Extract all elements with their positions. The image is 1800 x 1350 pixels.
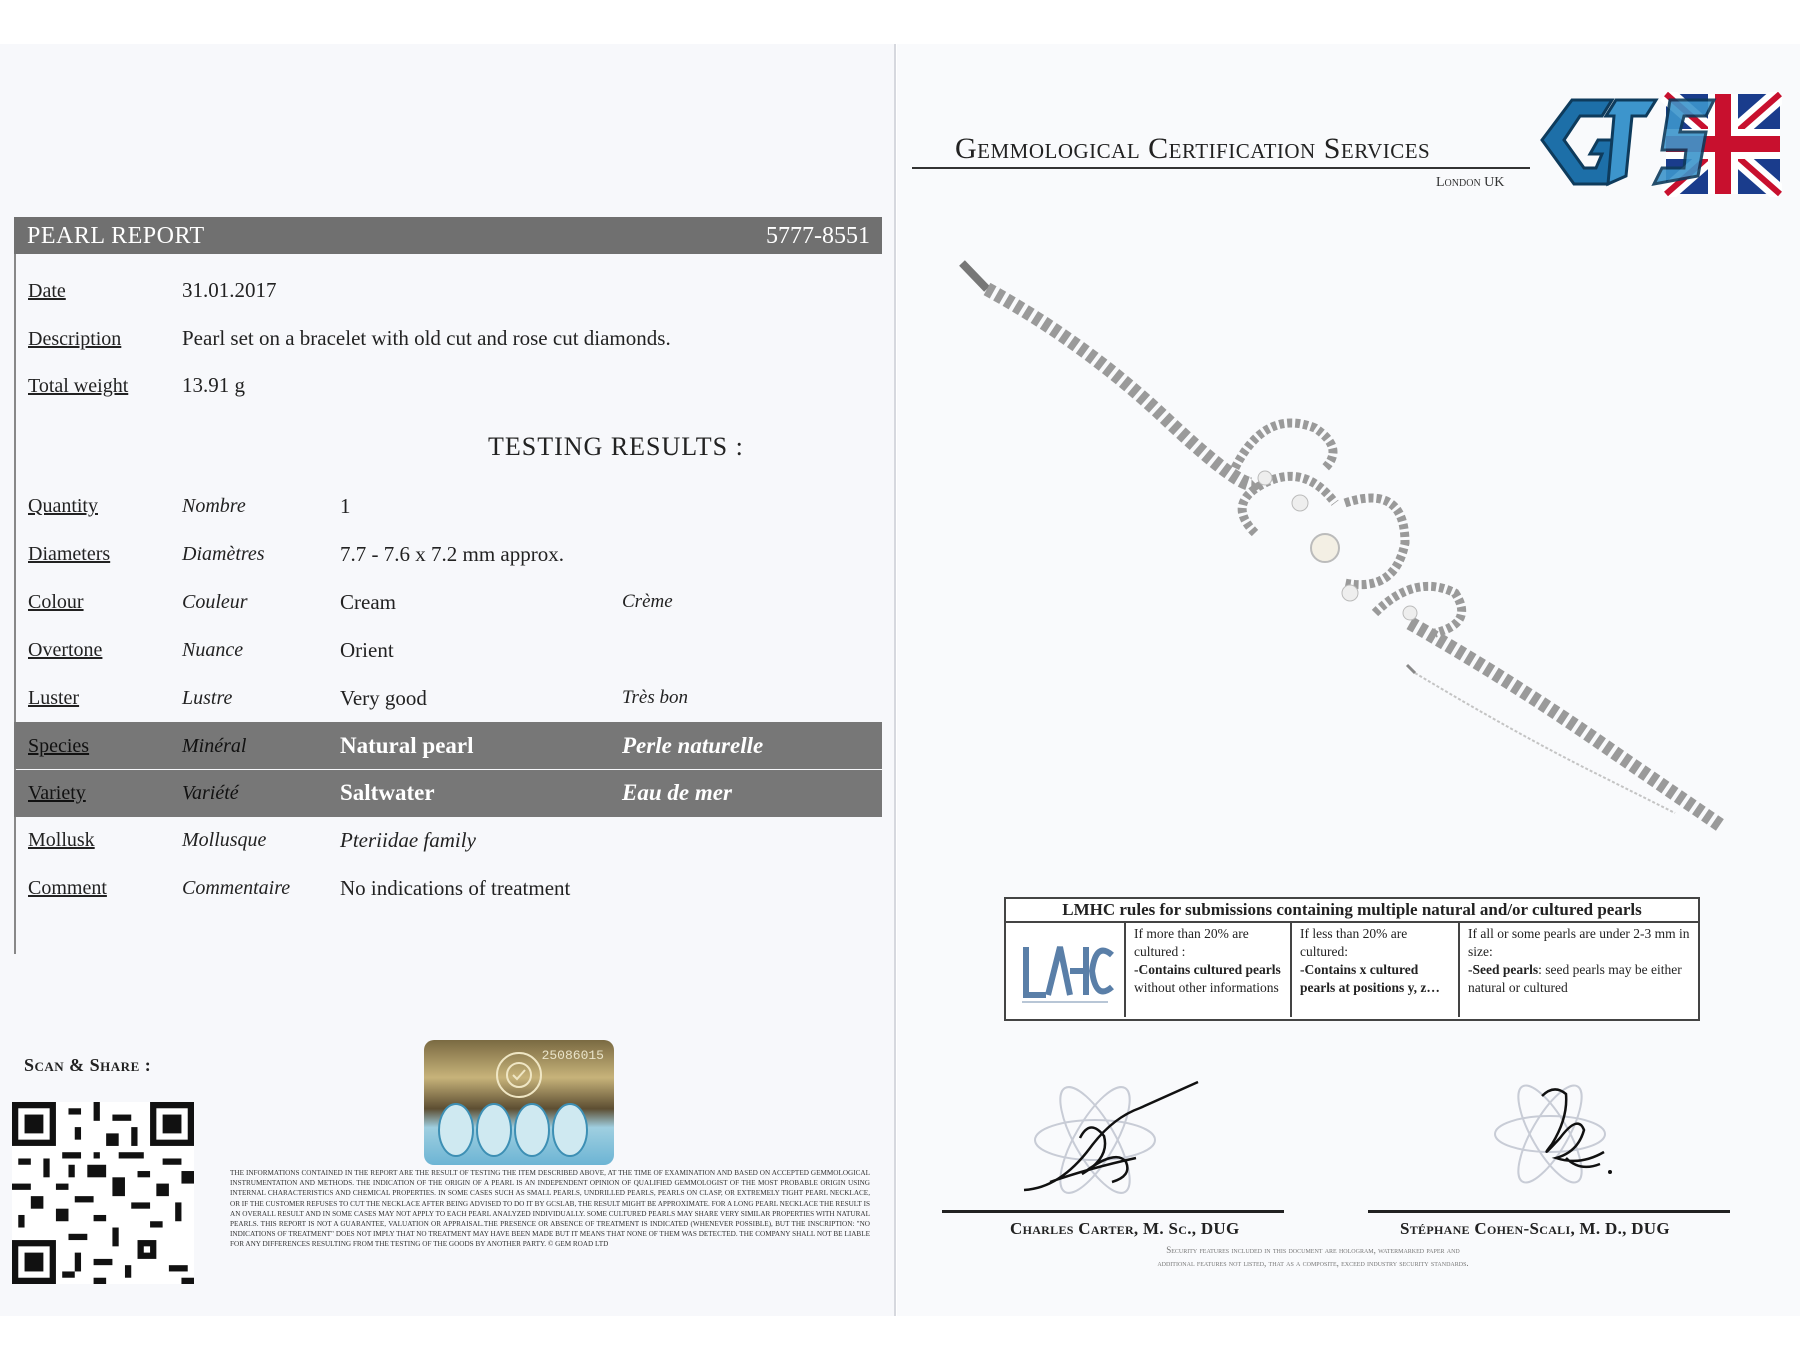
species-value: Natural pearl bbox=[340, 733, 474, 758]
report-number: 5777-8551 bbox=[766, 223, 870, 249]
species-fr-value: Perle naturelle bbox=[622, 733, 764, 758]
lmhc-rule-under-20-condition: If less than 20% are cultured: bbox=[1300, 926, 1408, 959]
variety-label: Variety bbox=[28, 782, 86, 804]
species-fr-label: Minéral bbox=[182, 735, 247, 757]
overtone-value: Orient bbox=[340, 638, 394, 662]
lmhc-header: LMHC rules for submissions containing multiple natural and/or cultured pearls bbox=[1006, 899, 1698, 923]
quantity-value: 1 bbox=[340, 494, 351, 518]
luster-fr-label: Lustre bbox=[182, 687, 233, 709]
lmhc-rule-seed-pearls bbox=[1462, 923, 1696, 1017]
quantity-fr-label: Nombre bbox=[182, 495, 246, 517]
total-weight-value: 13.91 g bbox=[182, 373, 245, 397]
lmhc-rules-table bbox=[1004, 897, 1700, 1021]
hologram-pattern bbox=[424, 1100, 614, 1165]
signature-carter bbox=[1020, 1078, 1210, 1208]
luster-fr-value: Très bon bbox=[622, 687, 688, 708]
diameters-value: 7.7 - 7.6 x 7.2 mm approx. bbox=[340, 542, 564, 566]
authenticity-seal-icon bbox=[494, 1050, 544, 1100]
mollusk-value: Pteriidae family bbox=[340, 828, 476, 852]
colour-value: Cream bbox=[340, 590, 396, 614]
variety-row bbox=[14, 770, 882, 817]
variety-value: Saltwater bbox=[340, 780, 435, 805]
company-location: London UK bbox=[1436, 175, 1505, 190]
gcs-monogram-icon bbox=[1542, 100, 1714, 184]
lmhc-rule-over-20 bbox=[1128, 923, 1292, 1017]
lmhc-logo-icon bbox=[1012, 925, 1116, 1011]
header-rule bbox=[912, 167, 1530, 169]
species-row bbox=[14, 722, 882, 769]
scan-share-label: Scan & Share : bbox=[24, 1055, 152, 1075]
report-banner bbox=[14, 217, 882, 254]
diameters-fr-label: Diamètres bbox=[182, 543, 265, 565]
mollusk-label: Mollusk bbox=[28, 829, 95, 851]
comment-fr-label: Commentaire bbox=[182, 877, 291, 899]
overtone-label: Overtone bbox=[28, 639, 103, 661]
lmhc-rule-over-20-note: without other informations bbox=[1134, 980, 1279, 995]
variety-fr-value: Eau de mer bbox=[622, 780, 732, 805]
overtone-fr-label: Nuance bbox=[182, 639, 244, 661]
description-value: Pearl set on a bracelet with old cut and rose cut diamonds. bbox=[182, 326, 671, 350]
comment-label: Comment bbox=[28, 877, 107, 899]
lmhc-logo-cell bbox=[1006, 923, 1126, 1017]
colour-fr-label: Couleur bbox=[182, 591, 248, 613]
security-features-note: Security features included in this document are hologram, watermarked paper and additional features not listed, that as a composite, exceed industry security standards. bbox=[1157, 1245, 1469, 1268]
hologram-number: 25086015 bbox=[541, 1048, 604, 1063]
total-weight-label: Total weight bbox=[28, 375, 129, 397]
species-label: Species bbox=[28, 735, 90, 757]
luster-label: Luster bbox=[28, 687, 80, 709]
gcs-logo bbox=[1538, 92, 1782, 197]
lmhc-rule-seed-note: : seed pearls may be either natural or cultured bbox=[1468, 962, 1682, 995]
testing-results-heading: TESTING RESULTS : bbox=[488, 432, 744, 461]
lmhc-rule-under-20-result: -Contains x cultured pearls at positions y, z… bbox=[1300, 962, 1440, 995]
lmhc-rule-over-20-condition: If more than 20% are cultured : bbox=[1134, 926, 1249, 959]
mollusk-fr-label: Mollusque bbox=[182, 829, 267, 851]
colour-fr-value: Crème bbox=[622, 591, 673, 612]
lmhc-rule-under-20 bbox=[1294, 923, 1460, 1017]
security-hologram bbox=[424, 1040, 614, 1165]
left-margin-rule bbox=[14, 254, 16, 954]
lmhc-rule-over-20-result: -Contains cultured pearls bbox=[1134, 962, 1281, 977]
signatory-carter: Charles Carter, M. Sc., DUG bbox=[1010, 1219, 1240, 1238]
bracelet-photo bbox=[955, 253, 1735, 838]
diameters-label: Diameters bbox=[28, 543, 111, 565]
comment-value: No indications of treatment bbox=[340, 876, 571, 900]
report-title: PEARL REPORT bbox=[27, 223, 205, 249]
description-label: Description bbox=[28, 328, 122, 350]
signature-line-cohen-scali bbox=[1368, 1210, 1730, 1213]
signatory-cohen-scali: Stéphane Cohen-Scali, M. D., DUG bbox=[1400, 1219, 1670, 1238]
date-label: Date bbox=[28, 280, 66, 302]
variety-fr-label: Variété bbox=[182, 782, 239, 804]
lmhc-rule-seed-result: -Seed pearls bbox=[1468, 962, 1539, 977]
quantity-label: Quantity bbox=[28, 495, 98, 517]
signature-line-carter bbox=[942, 1210, 1284, 1213]
legal-disclaimer: THE INFORMATIONS CONTAINED IN THE REPORT ARE THE RESULT OF TESTING THE ITEM DESCRIBED ABOVE, AT THE TIME OF EXAMINATION AND BASED ON ACCEPTED GEMMOLOGICAL INSTRUMENTATION AND METHODS. THE INDICATION OF THE ORIGIN OF A PEARL IS AN INDEPENDENT OPINION OF QUALIFIED GEMMOLOGIST OF THE MOST PROBABLE ORIGIN USING INTERNAL CHARACTERISTICS AND CHEMICAL PROPERTIES. IN SOME CASES SUCH AS SMALL PEARLS, UNDRILLED PEARLS, PEARLS ON CLASP, OR EXTREMELY TIGHT PEARL NECKLACE, OR IF THE CUSTOMER REFUSES TO CUT THE NECKLACE AFTER BEING ADVISED TO DO IT BY GCSLAB, THE RESULT MIGHT BE APPROXIMATE. FOR A LONG PEARL NECKLACE THE RESULT IS AN OVERALL RESULT AND IN SOME CASES MAY NOT APPLY TO EACH PEARL ANALYZED INDIVIDUALLY. SOME CULTURED PEARLS MAY SHARE VERY SIMILAR PROPERTIES WITH NATURAL PEARLS. THIS REPORT IS NOT A GUARANTEE, VALUATION OR APPRAISAL.THE PRESENCE OR ABSENCE OF TREATMENT IS INDICATED (WHENEVER POSSIBLE), BUT THE INSCRIPTION: "NO INDICATIONS OF TREATMENT" DOES NOT IMPLY THAT NO TREATMENT MAY HAVE BEEN MADE BUT IT MEANS THAT NONE OF THEM WAS DETECTED. THE COMPANY SHALL NOT BE LIABLE FOR ANY DIFFERENCES RESULTING FROM THE TESTING OF THE GOODS BY ANOTHER PARTY. © GEM ROAD LTD bbox=[230, 1169, 870, 1249]
colour-label: Colour bbox=[28, 591, 84, 613]
company-name: Gemmological Certification Services bbox=[955, 132, 1431, 165]
signature-cohen-scali bbox=[1480, 1078, 1650, 1198]
date-value: 31.01.2017 bbox=[182, 278, 277, 302]
lmhc-rule-seed-condition: If all or some pearls are under 2-3 mm in size: bbox=[1468, 926, 1690, 959]
luster-value: Very good bbox=[340, 686, 427, 710]
qr-code[interactable] bbox=[12, 1102, 194, 1284]
